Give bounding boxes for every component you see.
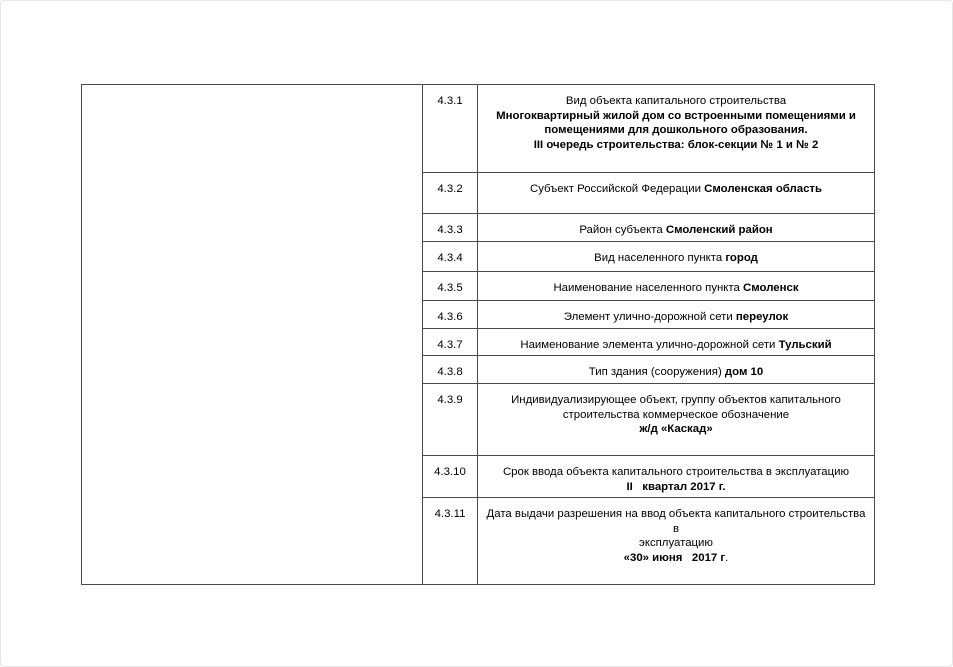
row-content — [478, 384, 875, 456]
row-value: III очередь строительства: блок-секции № 1 и № 2 — [533, 138, 819, 151]
row-number: 4.3.4 — [423, 242, 478, 272]
row-value: Тульский — [778, 339, 832, 351]
row-content — [478, 242, 875, 272]
row-content — [478, 301, 875, 329]
row-value-tail: . — [725, 551, 729, 564]
row-value: помещениями для дошкольного образования. — [544, 124, 808, 136]
row-content — [478, 329, 875, 356]
row-value: Смоленская область — [704, 183, 823, 195]
row-label: Вид объекта капитального строительства — [565, 95, 787, 107]
row-content — [478, 356, 875, 384]
row-content — [478, 173, 875, 214]
row-label: Район субъекта — [579, 224, 663, 236]
row-label: эксплуатацию — [639, 537, 713, 549]
row-label: Наименование элемента улично-дорожной сети — [520, 339, 776, 351]
row-label: Индивидуализирующее объект, группу объектов капитального — [511, 394, 841, 406]
row-content — [478, 272, 875, 301]
row-label: Субъект Российской Федерации — [529, 183, 701, 195]
row-number: 4.3.3 — [423, 214, 478, 242]
row-value: Смоленский район — [665, 224, 773, 236]
row-label: Наименование населенного пункта — [553, 282, 740, 294]
row-label: Вид населенного пункта — [594, 252, 723, 264]
row-value: II квартал 2017 г. — [626, 480, 726, 493]
row-number: 4.3.9 — [423, 384, 478, 456]
object-info-table — [81, 84, 875, 585]
row-number: 4.3.6 — [423, 301, 478, 329]
row-value-date: «30» июня 2017 г — [623, 551, 726, 564]
row-value: ж/д «Каскад» — [639, 423, 713, 435]
row-number: 4.3.8 — [423, 356, 478, 384]
table-row — [82, 85, 875, 173]
row-content — [478, 498, 875, 585]
empty-left-cell — [82, 85, 423, 585]
row-label: Тип здания (сооружения) — [588, 366, 722, 378]
row-label: Элемент улично-дорожной сети — [563, 311, 733, 323]
row-value: Смоленск — [743, 282, 799, 294]
row-number: 4.3.10 — [423, 456, 478, 498]
row-label: Срок ввода объекта капитального строительства в эксплуатацию — [502, 466, 850, 478]
row-content — [478, 214, 875, 242]
row-number: 4.3.2 — [423, 173, 478, 214]
row-value: Многоквартирный жилой дом со встроенными помещениями и — [496, 109, 856, 122]
row-number: 4.3.1 — [423, 85, 478, 173]
row-value: переулок — [735, 311, 789, 323]
row-content — [478, 85, 875, 173]
row-content — [478, 456, 875, 498]
row-number: 4.3.11 — [423, 498, 478, 585]
row-number: 4.3.7 — [423, 329, 478, 356]
row-number: 4.3.5 — [423, 272, 478, 301]
row-value: дом 10 — [724, 366, 764, 378]
row-label: строительства коммерческое обозначение — [562, 408, 790, 421]
row-value: город — [725, 252, 758, 264]
row-value — [482, 551, 870, 566]
row-label: Дата выдачи разрешения на ввод объекта капитального строительства в — [486, 508, 866, 535]
